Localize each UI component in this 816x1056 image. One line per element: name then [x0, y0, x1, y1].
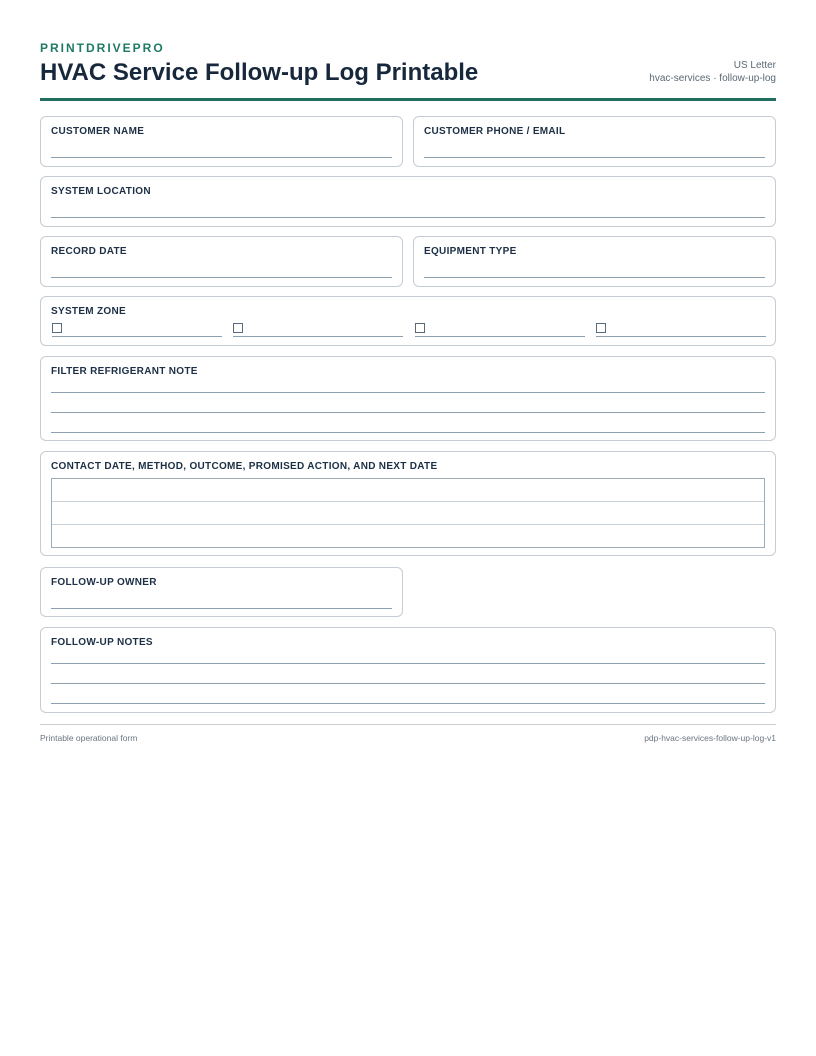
follow-up-notes-line-3[interactable] [51, 703, 765, 704]
zone-field-1[interactable] [52, 336, 222, 337]
form-id: pdp-hvac-services-follow-up-log-v1 [644, 733, 776, 743]
paper-size: US Letter [733, 60, 776, 71]
follow-up-notes-card [40, 627, 776, 713]
record-date-field[interactable] [51, 277, 392, 278]
follow-up-notes-line-1[interactable] [51, 663, 765, 664]
record-date-label: RECORD DATE [51, 246, 127, 257]
brand-name: PRINTDRIVEPRO [40, 41, 165, 55]
equipment-type-label: EQUIPMENT TYPE [424, 246, 517, 257]
contact-log-label: CONTACT DATE, METHOD, OUTCOME, PROMISED ACTION, AND NEXT DATE [51, 461, 438, 472]
follow-up-owner-field[interactable] [51, 608, 392, 609]
zone-field-3[interactable] [415, 336, 585, 337]
footer-divider [40, 724, 776, 725]
customer-contact-field[interactable] [424, 157, 765, 158]
page-title: HVAC Service Follow-up Log Printable [40, 59, 479, 86]
form-header [40, 40, 776, 101]
follow-up-notes-label: FOLLOW-UP NOTES [51, 637, 153, 648]
contact-log-row-2[interactable] [52, 502, 764, 525]
form-page [40, 40, 776, 743]
customer-name-card [40, 116, 403, 167]
customer-name-label: CUSTOMER NAME [51, 126, 145, 137]
filter-note-line-3[interactable] [51, 432, 765, 433]
follow-up-owner-card [40, 567, 403, 617]
contact-log-card [40, 451, 776, 556]
customer-name-field[interactable] [51, 157, 392, 158]
zone-option-2 [233, 323, 403, 337]
filter-note-label: FILTER REFRIGERANT NOTE [51, 366, 198, 377]
filter-note-line-2[interactable] [51, 412, 765, 413]
contact-log-row-3[interactable] [52, 525, 764, 548]
zone-option-4 [596, 323, 766, 337]
system-location-label: SYSTEM LOCATION [51, 186, 151, 197]
zone-option-1 [52, 323, 222, 337]
contact-log-row-1[interactable] [52, 479, 764, 502]
customer-contact-label: CUSTOMER PHONE / EMAIL [424, 126, 566, 137]
zone-checkbox-3[interactable] [415, 323, 425, 333]
filter-note-card [40, 356, 776, 441]
filter-note-line-1[interactable] [51, 392, 765, 393]
customer-contact-card [413, 116, 776, 167]
follow-up-notes-line-2[interactable] [51, 683, 765, 684]
form-slug: hvac-services · follow-up-log [649, 73, 776, 84]
form-meta [649, 59, 776, 85]
zone-option-3 [415, 323, 585, 337]
record-date-card [40, 236, 403, 287]
system-location-card [40, 176, 776, 227]
zone-checkbox-2[interactable] [233, 323, 243, 333]
equipment-type-field[interactable] [424, 277, 765, 278]
system-zone-card [40, 296, 776, 346]
zone-checkbox-4[interactable] [596, 323, 606, 333]
zone-checkbox-1[interactable] [52, 323, 62, 333]
follow-up-owner-label: FOLLOW-UP OWNER [51, 577, 157, 588]
zone-field-4[interactable] [596, 336, 766, 337]
contact-log-table [51, 478, 765, 548]
system-location-field[interactable] [51, 217, 765, 218]
footer-label: Printable operational form [40, 733, 138, 743]
equipment-type-card [413, 236, 776, 287]
system-zone-label: SYSTEM ZONE [51, 306, 126, 317]
zone-field-2[interactable] [233, 336, 403, 337]
